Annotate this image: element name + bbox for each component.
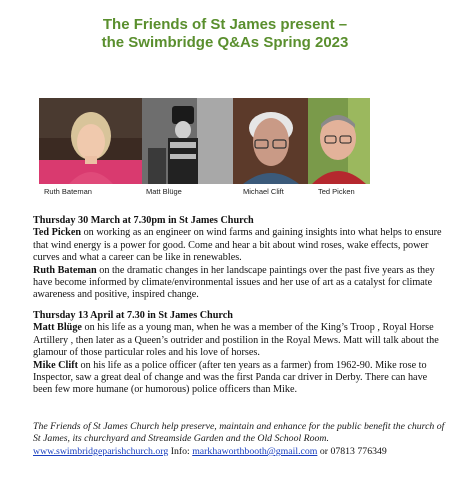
- website-link[interactable]: www.swimbridgeparishchurch.org: [33, 446, 169, 457]
- caption-michael-clift: Michael Clift: [243, 187, 284, 196]
- title-line-1: The Friends of St James present –: [102, 16, 348, 33]
- event-1-speaker-1: [33, 227, 443, 264]
- speaker-name: Ruth Bateman: [33, 264, 97, 276]
- contact-line: [33, 446, 448, 458]
- event-2-speaker-2: [33, 360, 443, 397]
- caption-ruth-bateman: Ruth Bateman: [44, 187, 92, 196]
- speaker-description: on working as an engineer on wind farms and gaining insights into what helps to ensure that wind energy is a power for good. Come and hear a bit about wind roses, wake effects, power curves and what a career can be like in renewables.: [33, 227, 442, 264]
- event-1-speaker-2: [33, 265, 443, 302]
- photo-ted-picken: [308, 98, 370, 184]
- poster-title: [0, 16, 450, 52]
- speaker-name: Matt Blüge: [33, 322, 82, 334]
- event-2-speaker-1: [33, 322, 443, 359]
- caption-ted-picken: Ted Picken: [318, 187, 355, 196]
- phone-text: or 07813 776349: [319, 446, 387, 457]
- photo-ruth-bateman: [39, 98, 142, 184]
- speaker-description: on the dramatic changes in her landscape paintings over the past five years as they have become informed by climate/environmental issues and her use of art as a catalyst for climate awareness and positive, inspired change.: [33, 264, 435, 301]
- photo-matt-bluge: [142, 98, 233, 184]
- speaker-description: on his life as a police officer (after ten years as a farmer) from 1962-90. Mike rose to Inspector, saw a great deal of change and was the first Panda car driver in Derby. There can have been few more humane (or humorous) police officers than Mike.: [33, 359, 428, 396]
- caption-matt-bluge: Matt Blüge: [146, 187, 182, 196]
- footer-blurb: The Friends of St James Church help preserve, maintain and enhance for the public benefit the church of St James, its churchyard and Streamside Garden and the Old School Room.: [33, 421, 445, 445]
- speaker-name: Mike Clift: [33, 359, 78, 371]
- photo-michael-clift: [233, 98, 308, 184]
- event-1-heading: Thursday 30 March at 7.30pm in St James Church: [33, 215, 254, 226]
- speaker-description: on his life as a young man, when he was a member of the King’s Troop , Royal Horse Artillery , then later as a Queen’s outrider and postilion in the Royal Mews. Matt will talk about the glamour of those particular roles and his love of horses.: [33, 322, 439, 359]
- event-2-heading: Thursday 13 April at 7.30 in St James Church: [33, 310, 233, 321]
- event-2: [33, 310, 443, 397]
- event-1: [33, 215, 443, 302]
- speaker-name: Ted Picken: [33, 227, 82, 239]
- email-link[interactable]: markhaworthbooth@gmail.com: [192, 446, 318, 457]
- info-label: Info:: [170, 446, 190, 457]
- title-line-2: the Swimbridge Q&As Spring 2023: [101, 34, 349, 51]
